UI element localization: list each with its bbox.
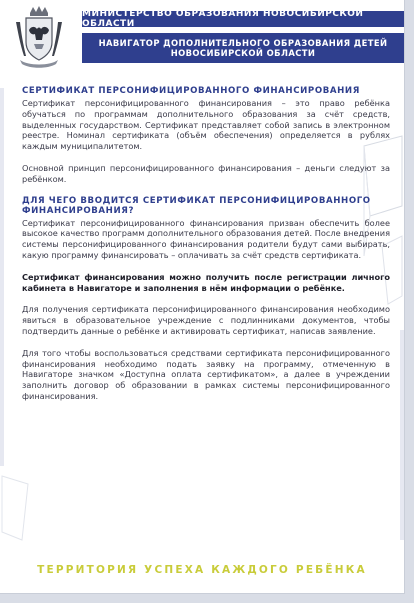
footer-slogan: ТЕРРИТОРИЯ УСПЕХА КАЖДОГО РЕБЁНКА bbox=[37, 564, 367, 576]
coat-of-arms-icon bbox=[12, 4, 66, 72]
navigator-title-line1: НАВИГАТОР ДОПОЛНИТЕЛЬНОГО ОБРАЗОВАНИЯ ДЕТЕЙ bbox=[98, 38, 388, 48]
header bbox=[0, 0, 404, 80]
footer bbox=[0, 558, 404, 577]
section2-paragraph-1: Сертификат персонифицированного финансирования призван обеспечить более высокое качество программ дополнительного образования детей. После внедрения системы персонифицированного финансирования родители будут сами выбирать, какую программу финансировать – оплачивать за счёт средств сертификата. bbox=[22, 217, 391, 260]
section2-paragraph-3: Для получения сертификата персонифицированного финансирования необходимо явиться в образовательное учреждение с подлинниками документов, чтобы подтвердить данные о ребёнке и активировать сертификат, написав заявление. bbox=[22, 304, 390, 336]
decorative-shape-left bbox=[0, 470, 40, 550]
section1-heading: СЕРТИФИКАТ ПЕРСОНИФИЦИРОВАННОГО ФИНАНСИРОВАНИЯ bbox=[22, 86, 360, 96]
ministry-title-bar bbox=[82, 11, 404, 27]
navigator-title-line2: НОВОСИБИРСКОЙ ОБЛАСТИ bbox=[170, 48, 316, 58]
section2-heading: ДЛЯ ЧЕГО ВВОДИТСЯ СЕРТИФИКАТ ПЕРСОНИФИЦИРОВАННОГО ФИНАНСИРОВАНИЯ? bbox=[22, 195, 371, 216]
navigator-title-bar bbox=[82, 33, 404, 63]
section1-paragraph-2: Основной принцип персонифицированного финансирования – деньги следуют за ребёнком. bbox=[22, 162, 390, 184]
ministry-title: МИНИСТЕРСТВО ОБРАЗОВАНИЯ НОВОСИБИРСКОЙ ОБЛАСТИ bbox=[82, 9, 364, 29]
section2-paragraph-bold: Сертификат финансирования можно получить после регистрации личного кабинета в Навигаторе и заполнения в нём информации о ребёнке. bbox=[22, 271, 390, 293]
decorative-stripe-right bbox=[394, 330, 404, 540]
section1-paragraph-1: Сертификат персонифицированного финансирования – это право ребёнка обучаться по программам дополнительного образования за счёт средств, выделенных государством. Сертификат представляет собой запись в электронном реестре. Номинал сертификата (объём обеспечения) определяется в рублях каждым муниципалитетом. bbox=[22, 98, 390, 152]
section2-paragraph-4: Для того чтобы воспользоваться средствами сертификата персонифицированного финансирования необходимо подать заявку на программу, отмеченную в Навигаторе значком «Доступна оплата сертификатом», а далее в учреждении заполнить договор об образовании в рамках системы персонифицированного финансирования. bbox=[22, 347, 390, 401]
content bbox=[22, 86, 390, 402]
decorative-stripe-left bbox=[0, 88, 10, 466]
